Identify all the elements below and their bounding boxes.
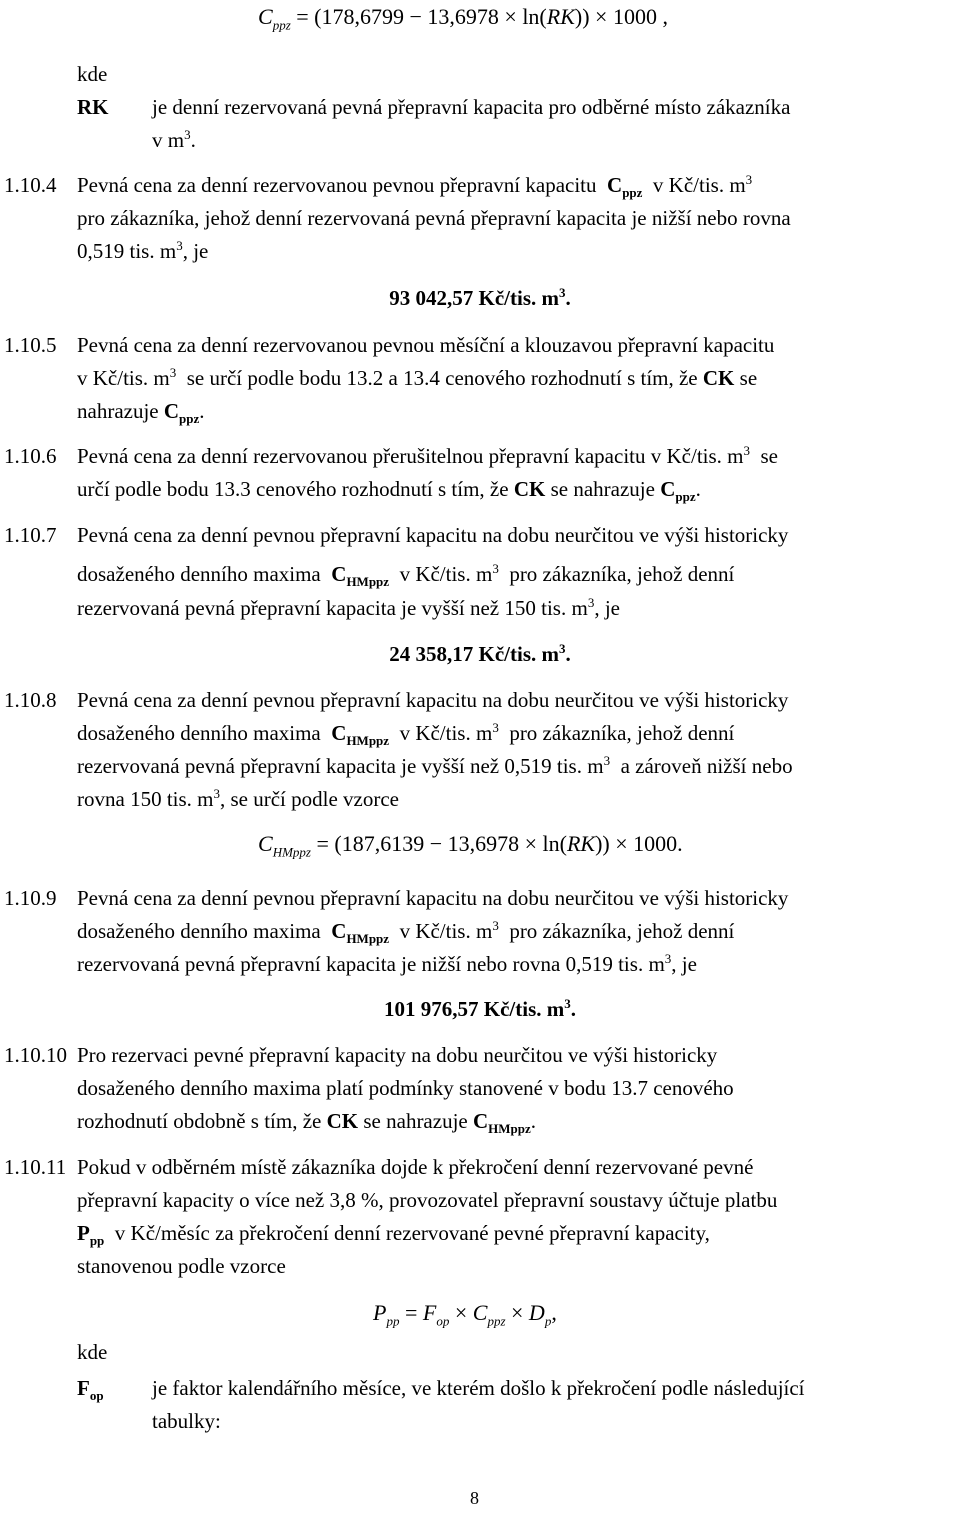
s6-line1: Pevná cena za denní rezervovanou přerušitelnou přepravní kapacitu v Kč/tis. $m^3$ se — [77, 443, 778, 468]
s10-line3: rozhodnutí obdobně s tím, že CK se nahrazuje $C_{HMppz}$. — [77, 1109, 537, 1137]
rk-term: RK — [77, 95, 109, 119]
s4-line3: 0,519 tis. $m^3$, je — [77, 238, 209, 263]
section-number-1-10-10: 1.10.10 — [4, 1043, 67, 1067]
s7-value: 24 358,17 Kč/tis. $m^3$. — [389, 641, 571, 666]
section-number-1-10-6: 1.10.6 — [4, 444, 57, 468]
s10-line1: Pro rezervaci pevné přepravní kapacity na dobu neurčitou ve výši historicky — [77, 1043, 718, 1067]
fop-term: $F_{op}$ — [77, 1376, 104, 1404]
s5-line3: nahrazuje $C_{ppz}$. — [77, 399, 205, 427]
section-number-1-10-8: 1.10.8 — [4, 688, 57, 712]
s9-line2: dosaženého denního maxima $C_{HMppz}$ v Kč/tis. $m^3$ pro zákazníka, jehož denní — [77, 918, 735, 947]
s11-line1: Pokud v odběrném místě zákazníka dojde k překročení denní rezervované pevné — [77, 1155, 754, 1179]
fop-definition-line2: tabulky: — [152, 1409, 221, 1433]
kde-label-2: kde — [77, 1340, 108, 1364]
section-number-1-10-4: 1.10.4 — [4, 173, 57, 197]
rk-definition-line2: v $m^3$. — [152, 127, 196, 152]
s5-line1: Pevná cena za denní rezervovanou pevnou měsíční a klouzavou přepravní kapacitu — [77, 333, 775, 357]
formula-chmppz: $C_{HMppz} = (187,6139 - 13,6978 \times \ln(RK)) \times 1000$. — [258, 831, 683, 860]
s6-line2: určí podle bodu 13.3 cenového rozhodnutí s tím, že CK se nahrazuje $C_{ppz}$. — [77, 477, 701, 505]
s9-value: 101 976,57 Kč/tis. $m^3$. — [384, 996, 576, 1021]
section-number-1-10-9: 1.10.9 — [4, 886, 57, 910]
s4-line2: pro zákazníka, jehož denní rezervovaná pevná přepravní kapacita je nižší nebo rovna — [77, 206, 791, 230]
s7-line2: dosaženého denního maxima $C_{HMppz}$ v Kč/tis. $m^3$ pro zákazníka, jehož denní — [77, 561, 735, 590]
s11-line3: $P_{pp}$ v Kč/měsíc za překročení denní rezervované pevné přepravní kapacity, — [77, 1221, 710, 1249]
fop-definition-line1: je faktor kalendářního měsíce, ve kterém došlo k překročení podle následující — [152, 1376, 805, 1400]
s4-line1: Pevná cena za denní rezervovanou pevnou přepravní kapacitu $C_{ppz}$ v Kč/tis. $m^3$ — [77, 172, 753, 201]
kde-label: kde — [77, 62, 108, 86]
s4-value: 93 042,57 Kč/tis. $m^3$. — [389, 285, 571, 310]
s8-line3: rezervovaná pevná přepravní kapacita je vyšší než 0,519 tis. $m^3$ a zároveň nižší nebo — [77, 753, 793, 778]
formula-cppz: $C_{ppz} = (178,6799 - 13,6978 \times \ln(RK)) \times 1000$ , — [258, 4, 668, 33]
section-number-1-10-7: 1.10.7 — [4, 523, 57, 547]
s11-line2: přepravní kapacity o více než 3,8 %, provozovatel přepravní soustavy účtuje platbu — [77, 1188, 778, 1212]
formula-ppp: $P_{pp} = F_{op} \times C_{ppz} \times D_p$, — [373, 1300, 557, 1329]
page-number: 8 — [470, 1488, 479, 1508]
s8-line4: rovna 150 tis. $m^3$, se určí podle vzorce — [77, 786, 400, 811]
section-number-1-10-5: 1.10.5 — [4, 333, 57, 357]
s7-line3: rezervovaná pevná přepravní kapacita je vyšší než 150 tis. $m^3$, je — [77, 595, 620, 620]
rk-definition-line1: je denní rezervovaná pevná přepravní kapacita pro odběrné místo zákazníka — [152, 95, 791, 119]
s8-line1: Pevná cena za denní pevnou přepravní kapacitu na dobu neurčitou ve výši historicky — [77, 688, 789, 712]
s9-line3: rezervovaná pevná přepravní kapacita je nižší nebo rovna 0,519 tis. $m^3$, je — [77, 951, 697, 976]
s10-line2: dosaženého denního maxima platí podmínky stanovené v bodu 13.7 cenového — [77, 1076, 734, 1100]
s8-line2: dosaženého denního maxima $C_{HMppz}$ v Kč/tis. $m^3$ pro zákazníka, jehož denní — [77, 720, 735, 749]
s7-line1: Pevná cena za denní pevnou přepravní kapacitu na dobu neurčitou ve výši historicky — [77, 523, 789, 547]
s9-line1: Pevná cena za denní pevnou přepravní kapacitu na dobu neurčitou ve výši historicky — [77, 886, 789, 910]
section-number-1-10-11: 1.10.11 — [4, 1155, 67, 1179]
s11-line4: stanovenou podle vzorce — [77, 1254, 286, 1278]
s5-line2: v Kč/tis. $m^3$ se určí podle bodu 13.2 a 13.4 cenového rozhodnutí s tím, že CK se — [77, 365, 758, 390]
